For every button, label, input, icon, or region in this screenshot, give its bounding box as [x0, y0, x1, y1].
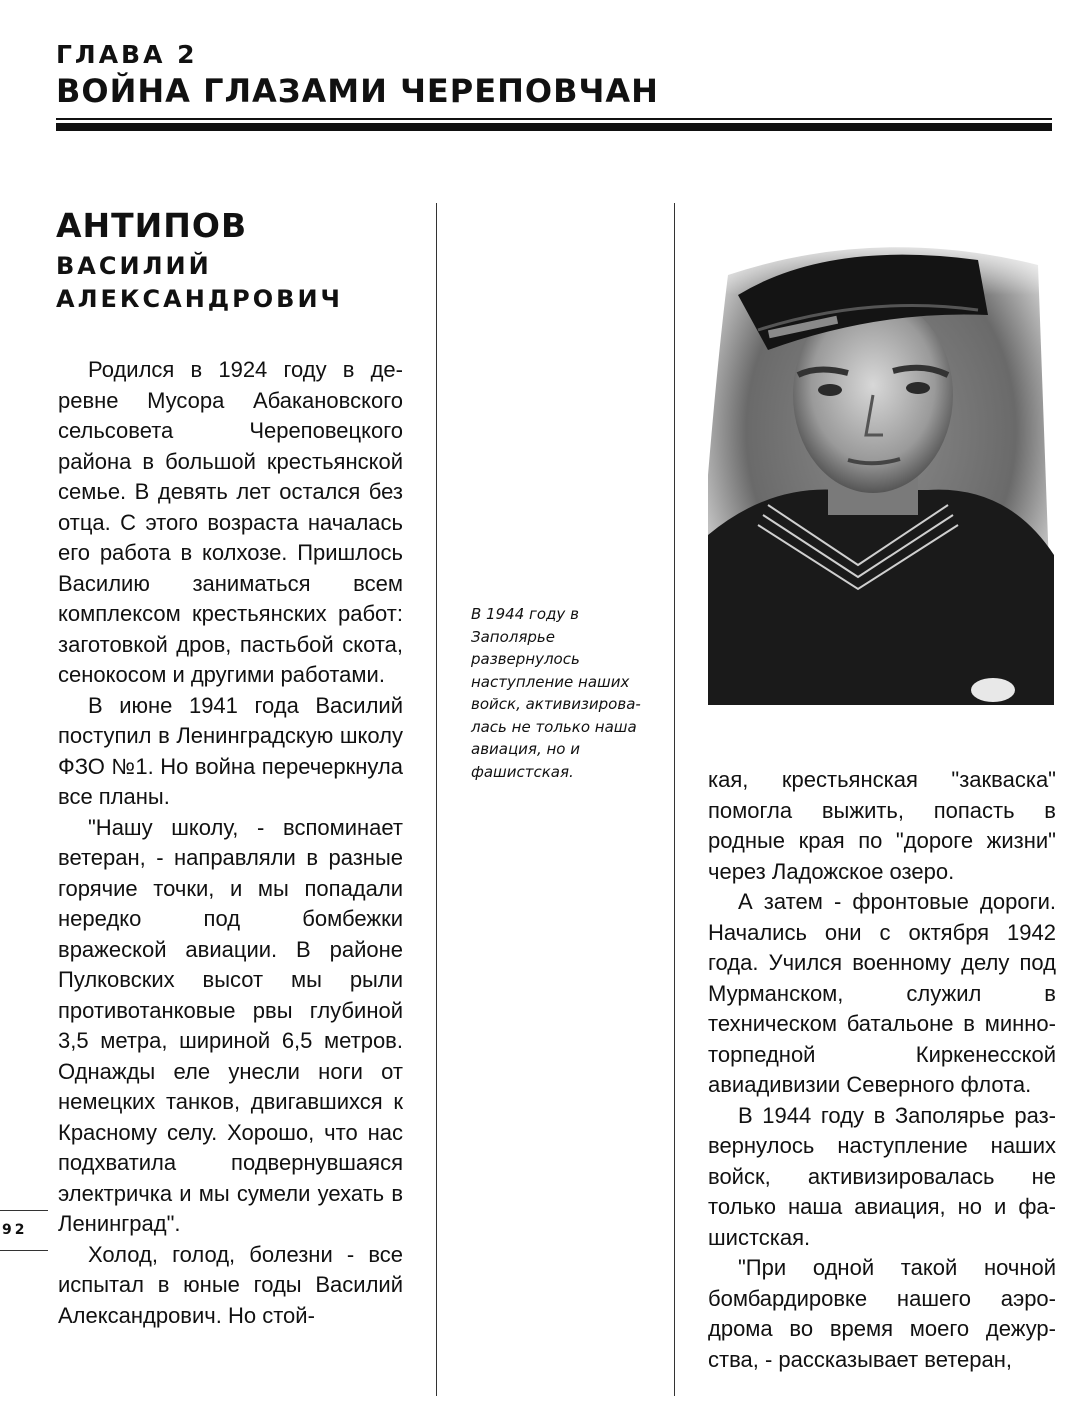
header-rule-thick — [56, 123, 1052, 131]
chapter-title: ВОЙНА ГЛАЗАМИ ЧЕРЕПОВЧАН — [56, 72, 659, 110]
paragraph: В 1944 году в Заполярье развернулось наступление наших войск, активизировалась не только наша авиация, но и фашистская. — [708, 1102, 1056, 1250]
header-rule-thin — [56, 118, 1052, 120]
article-column-3 — [708, 765, 1056, 1375]
paragraph: Холод, голод, болезни - все испытал в юные годы Василий Александрович. Но стой- — [58, 1241, 403, 1328]
photo-caption: В 1944 году в Заполярье развернулось наступление наших войск, активизировалась не только наша авиация, но и фашистская. — [471, 605, 641, 781]
page-number: 92 — [2, 1222, 28, 1238]
page-number-rule-bottom — [0, 1250, 48, 1251]
paragraph: В июне 1941 года Василий поступил в Ленинградскую школу ФЗО №1. Но война перечеркнула все планы. — [58, 692, 403, 809]
chapter-label: ГЛАВА 2 — [56, 40, 198, 69]
portrait-photo — [708, 235, 1054, 705]
person-surname: АНТИПОВ — [56, 206, 248, 245]
paragraph: Родился в 1924 году в деревне Мусора Абакановского сельсовета Череповецкого района в большой крестьянской семье. В девять лет остался без отца. С этого возраста началась его работа в колхозе. Пришлось Василию заниматься всем комплексом крестьянских работ: заготовкой дров, пастьбой скота, сенокосом и другими работами. — [58, 357, 403, 687]
column-divider-right — [674, 203, 675, 1396]
paragraph: А затем - фронтовые дороги. Начались они с октября 1942 года. Учился военному делу под Мурманском, служил в техническом батальоне в минно-торпедной Киркенесской авиадивизии Северного флота. — [708, 889, 1056, 1097]
paragraph: "Нашу школу, - вспоминает ветеран, - направляли в разные горячие точки, и мы попадали нередко под бомбежки вражеской авиации. В районе Пулковских высот мы рыли противотанковые рвы глубиной 3,5 метра, шириной 6,5 метров. Однажды еле унесли ноги от немецких танков, двигавшихся к Красному селу. Хорошо, что нас подхватила подвернувшаяся электричка и мы сумели уехать в Ленинград". — [58, 814, 403, 1236]
paragraph: "При одной такой ночной бомбардировке нашего аэродрома во время моего дежурства, - рассказывает ветеран, — [708, 1255, 1056, 1372]
page-number-rule-top — [0, 1210, 48, 1211]
article-column-1 — [58, 355, 403, 1331]
column-divider-left — [436, 203, 437, 1396]
paragraph: кая, крестьянская "закваска" помогла выжить, попасть в родные края по "дороге жизни" через Ладожское озеро. — [708, 767, 1056, 884]
person-given-names: ВАСИЛИЙ АЛЕКСАНДРОВИЧ — [56, 252, 343, 313]
